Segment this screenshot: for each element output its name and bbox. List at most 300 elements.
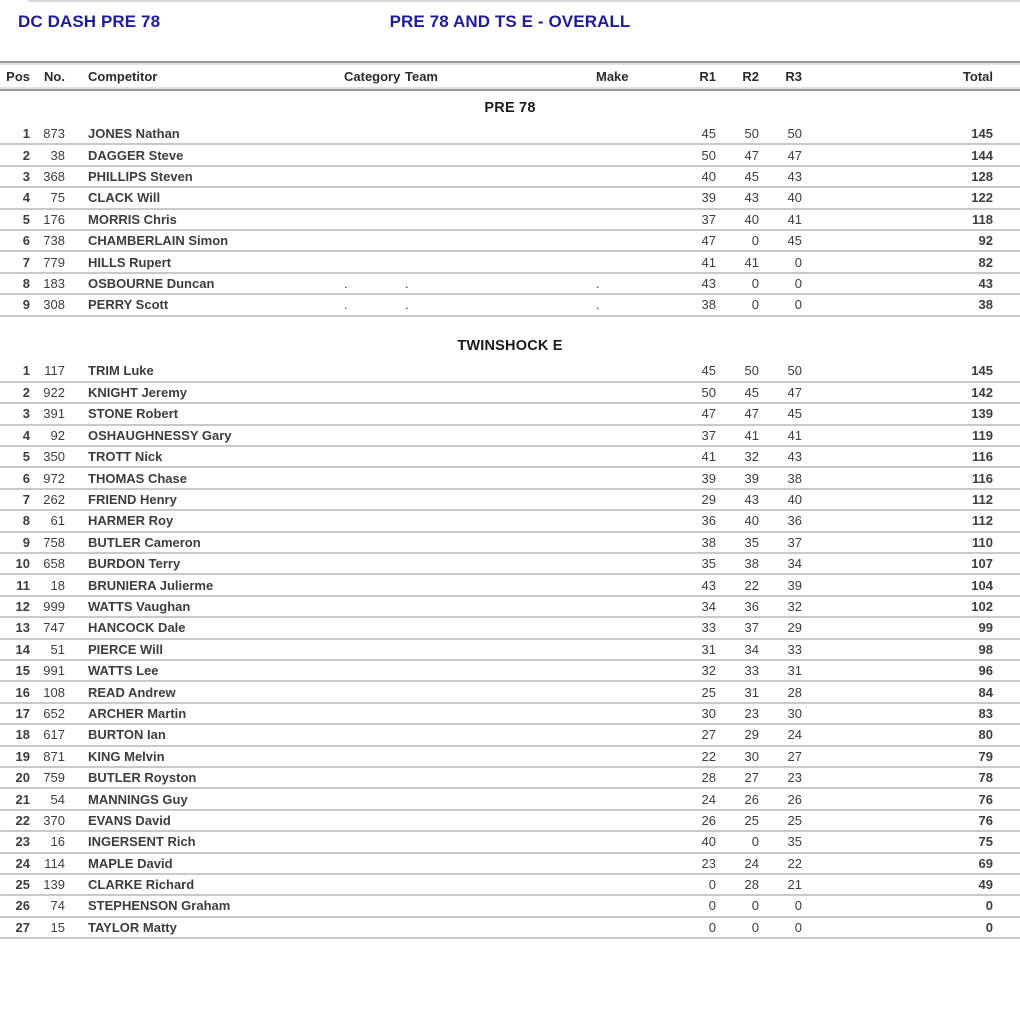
cell-competitor: TROTT Nick (88, 449, 163, 465)
cell-competitor: CHAMBERLAIN Simon (88, 233, 229, 249)
result-row (0, 660, 1020, 681)
cell-r2: 34 (744, 641, 759, 657)
result-row (0, 767, 1020, 788)
report-title: PRE 78 AND TS E - OVERALL (389, 12, 631, 31)
cell-total: 122 (971, 190, 993, 206)
cell-competitor: PIERCE Will (88, 641, 164, 657)
cell-r2: 45 (744, 168, 759, 184)
cell-competitor: JONES Nathan (88, 125, 180, 141)
col-header-r3: R3 (759, 62, 802, 90)
cell-r1: 25 (701, 684, 716, 700)
cell-team (386, 639, 577, 660)
result-row (0, 425, 1020, 446)
result-row (0, 596, 1020, 617)
cell-make (577, 639, 672, 660)
cell-category (326, 574, 386, 595)
cell-r2: 47 (744, 147, 759, 163)
result-row (0, 810, 1020, 831)
cell-pos: 6 (22, 233, 30, 249)
cell-make (577, 467, 672, 488)
cell-no: 368 (43, 168, 65, 184)
result-row (0, 382, 1020, 403)
cell-pos: 16 (15, 684, 30, 700)
cell-pos: 23 (15, 834, 30, 850)
cell-make (577, 361, 672, 382)
cell-r2: 38 (744, 556, 759, 572)
cell-r3: 36 (787, 513, 802, 529)
result-row (0, 874, 1020, 895)
col-header-r1: R1 (672, 62, 716, 90)
cell-pos: 6 (22, 470, 30, 486)
cell-no: 991 (43, 663, 65, 679)
table-body (0, 90, 1020, 938)
cell-no: 747 (43, 620, 65, 636)
cell-pos: 8 (22, 513, 30, 529)
cell-r2: 24 (744, 855, 759, 871)
col-header-competitor: Competitor (68, 62, 326, 90)
cell-no: 108 (43, 684, 65, 700)
cell-category (326, 895, 386, 916)
cell-r2: 25 (744, 812, 759, 828)
cell-category (326, 403, 386, 424)
cell-r3: 50 (787, 125, 802, 141)
event-title: DC DASH PRE 78 (18, 12, 161, 31)
cell-r3: 0 (794, 254, 802, 270)
cell-pos: 21 (15, 791, 30, 807)
cell-no: 617 (43, 727, 65, 743)
cell-pos: 2 (22, 147, 30, 163)
section-title: PRE 78 (484, 100, 536, 116)
cell-team (386, 553, 577, 574)
cell-category (326, 553, 386, 574)
cell-no: 262 (43, 492, 65, 508)
cell-r2: 29 (744, 727, 759, 743)
cell-make (577, 425, 672, 446)
cell-r3: 31 (787, 663, 802, 679)
cell-r2: 0 (751, 275, 759, 291)
cell-total: 38 (978, 297, 993, 313)
cell-team (386, 382, 577, 403)
cell-r1: 45 (701, 363, 716, 379)
cell-competitor: TRIM Luke (88, 363, 154, 379)
cell-team (386, 831, 577, 852)
cell-make (577, 166, 672, 187)
cell-category (326, 467, 386, 488)
cell-r1: 36 (701, 513, 716, 529)
cell-pos: 24 (15, 855, 30, 871)
cell-r3: 0 (794, 297, 802, 313)
cell-r1: 0 (708, 919, 716, 935)
cell-r1: 27 (701, 727, 716, 743)
col-header-no: No. (34, 62, 68, 90)
result-row (0, 788, 1020, 809)
cell-competitor: WATTS Lee (88, 663, 159, 679)
cell-total: 78 (978, 770, 993, 786)
cell-competitor: HILLS Rupert (88, 254, 172, 270)
cell-category (326, 810, 386, 831)
cell-no: 759 (43, 770, 65, 786)
cell-total: 99 (978, 620, 993, 636)
cell-total: 49 (978, 877, 993, 893)
cell-no: 183 (43, 275, 65, 291)
cell-r2: 26 (744, 791, 759, 807)
cell-r1: 38 (701, 297, 716, 313)
cell-r1: 47 (701, 406, 716, 422)
cell-make (577, 187, 672, 208)
cell-make (577, 553, 672, 574)
cell-team (386, 123, 577, 144)
cell-competitor: HANCOCK Dale (88, 620, 186, 636)
cell-r3: 34 (787, 556, 802, 572)
cell-make (577, 532, 672, 553)
cell-category (326, 187, 386, 208)
cell-make (577, 917, 672, 938)
cell-make (577, 853, 672, 874)
cell-r2: 0 (751, 834, 759, 850)
col-header-r2: R2 (716, 62, 759, 90)
cell-competitor: EVANS David (88, 812, 171, 828)
cell-pos: 19 (15, 748, 30, 764)
col-header-make: Make (577, 62, 672, 90)
cell-competitor: READ Andrew (88, 684, 176, 700)
cell-r1: 40 (701, 168, 716, 184)
cell-category (326, 532, 386, 553)
cell-pos: 27 (15, 919, 30, 935)
cell-team (386, 788, 577, 809)
cell-r2: 40 (744, 211, 759, 227)
cell-r3: 25 (787, 812, 802, 828)
cell-category: . (344, 275, 348, 291)
cell-r1: 50 (701, 385, 716, 401)
cell-pos: 3 (22, 406, 30, 422)
cell-r1: 40 (701, 834, 716, 850)
result-row (0, 251, 1020, 272)
cell-competitor: TAYLOR Matty (88, 919, 177, 935)
cell-total: 96 (978, 663, 993, 679)
cell-r1: 26 (701, 812, 716, 828)
cell-total: 112 (972, 492, 993, 508)
cell-competitor: BUTLER Royston (88, 770, 197, 786)
cell-r2: 43 (744, 492, 759, 508)
cell-pos: 18 (15, 727, 30, 743)
cell-make: . (596, 275, 600, 291)
cell-no: 54 (50, 791, 65, 807)
cell-total: 116 (972, 470, 993, 486)
cell-category (326, 639, 386, 660)
cell-pos: 20 (15, 770, 30, 786)
cell-r2: 43 (744, 190, 759, 206)
cell-r1: 23 (701, 855, 716, 871)
result-row (0, 230, 1020, 251)
cell-team (386, 425, 577, 446)
cell-no: 873 (43, 125, 65, 141)
cell-r3: 47 (787, 147, 802, 163)
cell-pos: 13 (15, 620, 30, 636)
cell-pos: 22 (15, 812, 30, 828)
result-row (0, 703, 1020, 724)
cell-team (386, 532, 577, 553)
cell-r2: 31 (744, 684, 759, 700)
cell-r2: 0 (751, 898, 759, 914)
cell-total: 0 (985, 919, 993, 935)
title-bar (0, 0, 1020, 61)
cell-team (386, 187, 577, 208)
cell-r1: 39 (701, 190, 716, 206)
cell-pos: 9 (22, 534, 30, 550)
cell-r2: 0 (751, 919, 759, 935)
cell-competitor: PHILLIPS Steven (88, 168, 193, 184)
cell-competitor: STONE Robert (88, 406, 179, 422)
cell-team (386, 403, 577, 424)
result-row (0, 489, 1020, 510)
cell-competitor: BURDON Terry (88, 556, 181, 572)
col-header-category: Category (326, 62, 386, 90)
result-row (0, 361, 1020, 382)
cell-pos: 25 (15, 877, 30, 893)
col-header-pos: Pos (0, 62, 34, 90)
cell-team (386, 166, 577, 187)
cell-r3: 26 (787, 791, 802, 807)
cell-competitor: OSBOURNE Duncan (88, 275, 215, 291)
cell-r3: 41 (787, 427, 802, 443)
cell-competitor: PERRY Scott (88, 297, 169, 313)
cell-r3: 43 (787, 168, 802, 184)
cell-r2: 47 (744, 406, 759, 422)
cell-no: 18 (50, 577, 65, 593)
cell-total: 142 (971, 385, 993, 401)
table-header-row (0, 62, 1020, 90)
cell-r3: 24 (787, 727, 802, 743)
result-row (0, 510, 1020, 531)
cell-make (577, 874, 672, 895)
col-header-total: Total (802, 62, 1020, 90)
cell-r2: 36 (744, 599, 759, 614)
cell-total: 102 (971, 599, 993, 614)
cell-team (386, 895, 577, 916)
result-row (0, 144, 1020, 165)
cell-competitor: MAPLE David (88, 855, 173, 871)
cell-make (577, 831, 672, 852)
cell-team (386, 361, 577, 382)
cell-category (326, 166, 386, 187)
cell-category: . (344, 297, 348, 313)
cell-pos: 8 (22, 275, 30, 291)
cell-pos: 26 (15, 898, 30, 914)
cell-total: 98 (978, 641, 993, 657)
cell-team (386, 446, 577, 467)
cell-r3: 38 (787, 470, 802, 486)
cell-competitor: HARMER Roy (88, 513, 174, 529)
cell-category (326, 510, 386, 531)
cell-r2: 37 (744, 620, 759, 636)
cell-no: 74 (50, 898, 65, 914)
cell-category (326, 489, 386, 510)
cell-r2: 28 (744, 877, 759, 893)
section-header-cell (0, 90, 1020, 123)
cell-no: 16 (50, 834, 65, 850)
cell-no: 350 (43, 449, 65, 465)
cell-pos: 4 (22, 427, 30, 443)
cell-make (577, 660, 672, 681)
cell-make (577, 617, 672, 638)
cell-pos: 1 (22, 125, 30, 141)
cell-make (577, 767, 672, 788)
cell-no: 658 (43, 556, 65, 572)
cell-make (577, 510, 672, 531)
cell-total: 43 (978, 275, 993, 291)
cell-competitor: ARCHER Martin (88, 705, 187, 721)
cell-r1: 43 (701, 275, 716, 291)
cell-category (326, 425, 386, 446)
cell-team (386, 703, 577, 724)
cell-competitor: BURTON Ian (88, 727, 166, 743)
cell-make (577, 209, 672, 230)
cell-total: 145 (971, 363, 993, 379)
cell-total: 82 (978, 254, 993, 270)
cell-r1: 47 (701, 233, 716, 249)
cell-r3: 45 (787, 406, 802, 422)
cell-r1: 50 (701, 147, 716, 163)
table-header (0, 62, 1020, 90)
section-header-row (0, 90, 1020, 123)
cell-make (577, 403, 672, 424)
cell-r3: 37 (787, 534, 802, 550)
cell-team (386, 681, 577, 702)
cell-team (386, 617, 577, 638)
cell-category (326, 681, 386, 702)
result-row (0, 553, 1020, 574)
cell-no: 652 (43, 705, 65, 721)
result-row (0, 746, 1020, 767)
cell-competitor: THOMAS Chase (88, 470, 187, 486)
cell-total: 84 (978, 684, 993, 700)
cell-make (577, 724, 672, 745)
cell-category (326, 123, 386, 144)
result-row (0, 617, 1020, 638)
cell-competitor: STEPHENSON Graham (88, 898, 231, 914)
cell-r3: 45 (787, 233, 802, 249)
cell-competitor: CLACK Will (88, 190, 161, 206)
cell-total: 116 (972, 449, 993, 465)
cell-category (326, 874, 386, 895)
cell-competitor: OSHAUGHNESSY Gary (88, 427, 232, 443)
cell-total: 118 (972, 211, 993, 227)
cell-total: 112 (972, 513, 993, 529)
cell-no: 308 (43, 297, 65, 313)
cell-competitor: MANNINGS Guy (88, 791, 188, 807)
cell-team (386, 660, 577, 681)
cell-r2: 33 (744, 663, 759, 679)
result-row (0, 209, 1020, 230)
cell-no: 38 (50, 147, 65, 163)
cell-r2: 27 (744, 770, 759, 786)
cell-r3: 0 (794, 919, 802, 935)
cell-r2: 23 (744, 705, 759, 721)
result-row (0, 895, 1020, 916)
cell-competitor: WATTS Vaughan (88, 599, 191, 614)
cell-r3: 29 (787, 620, 802, 636)
cell-no: 117 (44, 363, 65, 379)
cell-r3: 23 (787, 770, 802, 786)
cell-pos: 4 (22, 190, 30, 206)
cell-competitor: CLARKE Richard (88, 877, 195, 893)
cell-r3: 41 (787, 211, 802, 227)
cell-team (386, 853, 577, 874)
cell-r1: 33 (701, 620, 716, 636)
cell-total: 107 (971, 556, 993, 572)
cell-no: 61 (50, 513, 65, 529)
cell-competitor: MORRIS Chris (88, 211, 177, 227)
cell-team (386, 810, 577, 831)
result-row (0, 831, 1020, 852)
cell-r3: 32 (787, 599, 802, 614)
cell-make (577, 446, 672, 467)
cell-team (386, 251, 577, 272)
cell-total: 92 (978, 233, 993, 249)
cell-category (326, 361, 386, 382)
cell-competitor: DAGGER Steve (88, 147, 184, 163)
cell-r2: 45 (744, 385, 759, 401)
cell-no: 779 (43, 254, 65, 270)
cell-r3: 28 (787, 684, 802, 700)
cell-team (386, 574, 577, 595)
cell-category (326, 724, 386, 745)
cell-make (577, 489, 672, 510)
cell-r1: 41 (701, 254, 716, 270)
section-header-row (0, 316, 1020, 361)
section-header-cell (0, 316, 1020, 361)
cell-pos: 1 (22, 363, 30, 379)
section-title: TWINSHOCK E (457, 337, 563, 354)
cell-make (577, 144, 672, 165)
cell-total: 79 (978, 748, 993, 764)
cell-team: . (405, 275, 409, 291)
cell-r1: 37 (701, 211, 716, 227)
cell-team (386, 489, 577, 510)
cell-team (386, 209, 577, 230)
cell-pos: 11 (16, 577, 30, 593)
cell-r3: 39 (787, 577, 802, 593)
cell-r1: 45 (701, 125, 716, 141)
cell-competitor: FRIEND Henry (88, 492, 177, 508)
cell-r2: 39 (744, 470, 759, 486)
cell-pos: 10 (15, 556, 30, 572)
cell-r2: 41 (744, 427, 759, 443)
cell-no: 871 (43, 748, 65, 764)
cell-r1: 41 (701, 449, 716, 465)
cell-r1: 39 (701, 470, 716, 486)
cell-make (577, 596, 672, 617)
cell-make (577, 681, 672, 702)
cell-r3: 50 (787, 363, 802, 379)
cell-pos: 5 (22, 449, 30, 465)
cell-r1: 35 (701, 556, 716, 572)
cell-category (326, 382, 386, 403)
cell-team (386, 230, 577, 251)
cell-total: 75 (978, 834, 993, 850)
cell-no: 75 (50, 190, 65, 206)
cell-no: 139 (43, 877, 65, 893)
cell-make: . (596, 297, 600, 313)
cell-make (577, 382, 672, 403)
cell-total: 119 (972, 427, 993, 443)
cell-category (326, 251, 386, 272)
cell-r1: 0 (708, 898, 716, 914)
cell-team (386, 467, 577, 488)
cell-r1: 28 (701, 770, 716, 786)
cell-make (577, 703, 672, 724)
cell-category (326, 831, 386, 852)
